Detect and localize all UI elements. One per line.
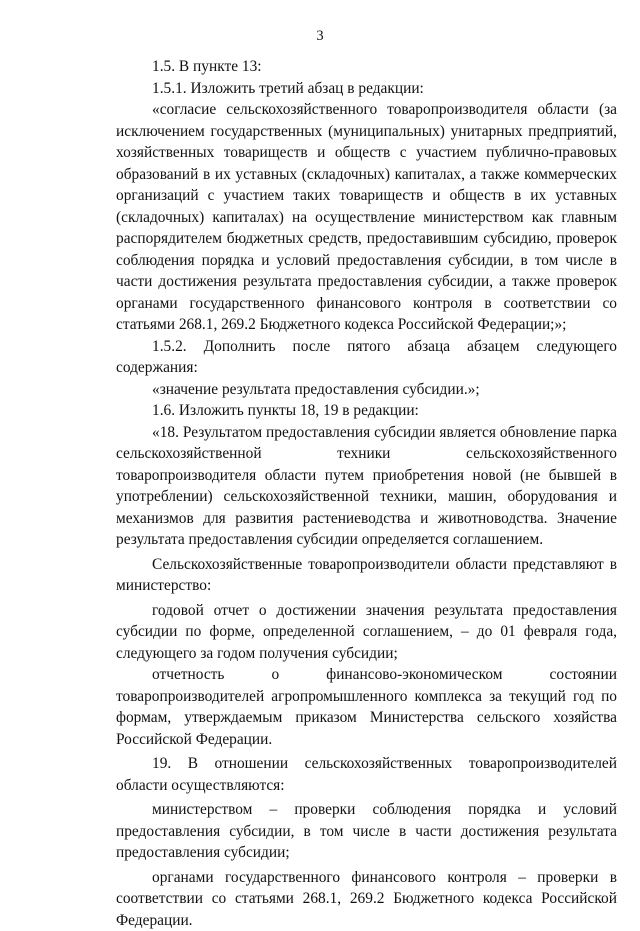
paragraph: «значение результата предоставления субсидии.»; [116, 379, 617, 401]
paragraph: 1.5. В пункте 13: [116, 56, 617, 78]
paragraph: 1.6. Изложить пункты 18, 19 в редакции: [116, 400, 617, 422]
paragraph: 19. В отношении сельскохозяйственных товаропроизводителей области осуществляются: [116, 753, 617, 796]
paragraph: Сельскохозяйственные товаропроизводители области представляют в министерство: [116, 554, 617, 597]
paragraph: «18. Результатом предоставления субсидии является обновление парка сельскохозяйственной техники сельскохозяйственного товаропроизводителя области путем приобретения новой (не бывшей в употреблении) сельскохозяйственной техники, машин, оборудования и механизмов для развития растениеводства и животноводства. Значение результата предоставления субсидии определяется соглашением. [116, 422, 617, 551]
paragraph: «согласие сельскохозяйственного товаропроизводителя области (за исключением государственных (муниципальных) унитарных предприятий, хозяйственных товариществ и обществ с участием публично-правовых образований в их уставных (складочных) капиталах, а также коммерческих организаций с участием таких товариществ и обществ в их уставных (складочных) капиталах) на осуществление министерством как главным распорядителем бюджетных средств, предоставившим субсидию, проверок соблюдения порядка и условий предоставления субсидии, в том числе в части достижения результата предоставления субсидии, а также проверок органами государственного финансового контроля в соответствии со статьями 268.1, 269.2 Бюджетного кодекса Российской Федерации;»; [116, 99, 617, 336]
paragraph: годовой отчет о достижении значения результата предоставления субсидии по форме, определенной соглашением, – до 01 февраля года, следующего за годом получения субсидии; [116, 600, 617, 665]
paragraph: министерством – проверки соблюдения порядка и условий предоставления субсидии, в том числе в части достижения результата предоставления субсидии; [116, 799, 617, 864]
paragraph: 1.5.2. Дополнить после пятого абзаца абзацем следующего содержания: [116, 336, 617, 379]
paragraph: отчетность о финансово-экономическом состоянии товаропроизводителей агропромышленного комплекса за текущий год по формам, утверждаемым приказом Министерства сельского хозяйства Российской Федерации. [116, 664, 617, 750]
paragraph: органами государственного финансового контроля – проверки в соответствии со статьями 268.1, 269.2 Бюджетного кодекса Российской Федерации. [116, 867, 617, 931]
paragraph: 1.5.1. Изложить третий абзац в редакции: [116, 78, 617, 100]
document-body [116, 56, 617, 931]
page-number: 3 [0, 28, 640, 45]
